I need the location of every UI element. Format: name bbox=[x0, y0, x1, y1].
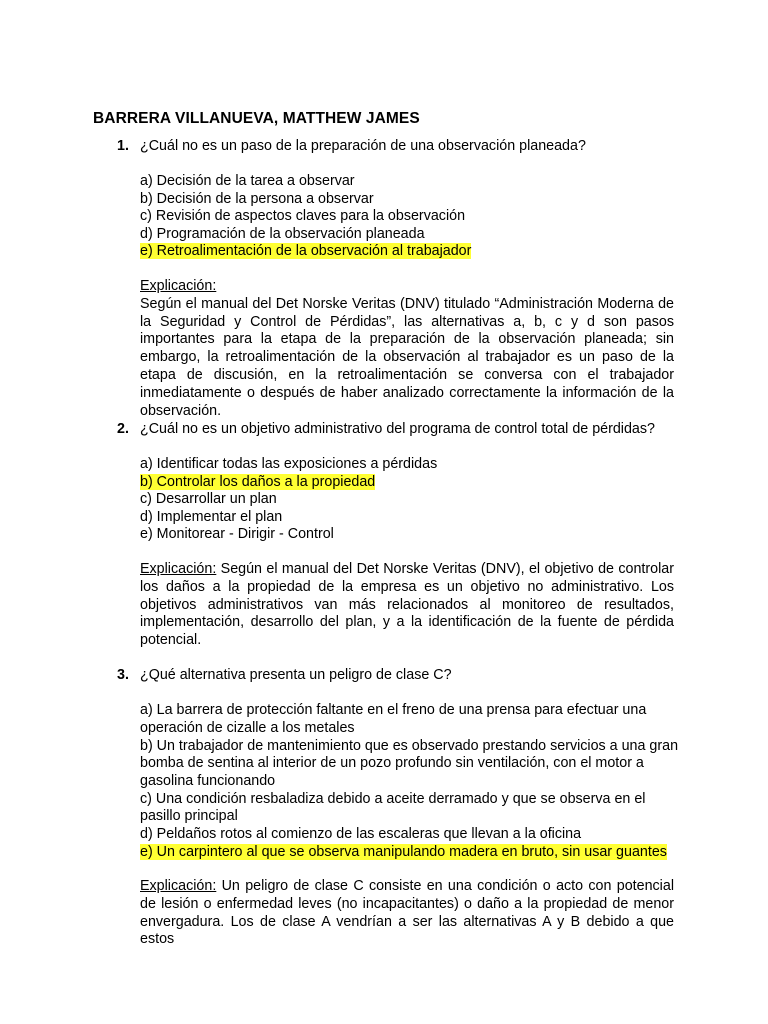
question-1-number: 1. bbox=[117, 138, 129, 154]
question-1-text: ¿Cuál no es un paso de la preparación de una observación planeada? bbox=[140, 138, 586, 154]
question-2-option-e: e) Monitorear - Dirigir - Control bbox=[140, 526, 334, 542]
question-3-option-e-correct bbox=[140, 844, 667, 862]
question-2-option-a: a) Identificar todas las exposiciones a pérdidas bbox=[140, 456, 438, 472]
question-1-option-c: c) Revisión de aspectos claves para la observación bbox=[140, 208, 466, 224]
question-3-text: ¿Qué alternativa presenta un peligro de clase C? bbox=[140, 667, 452, 683]
student-name: BARRERA VILLANUEVA, MATTHEW JAMES bbox=[93, 110, 420, 127]
question-2-text: ¿Cuál no es un objetivo administrativo del programa de control total de pérdidas? bbox=[140, 421, 655, 437]
question-1-option-d: d) Programación de la observación planeada bbox=[140, 225, 425, 242]
question-2-explanation bbox=[140, 561, 674, 650]
question-1-option-e-correct bbox=[140, 243, 471, 261]
question-2-option-d: d) Implementar el plan bbox=[140, 508, 283, 525]
question-3-explanation bbox=[140, 878, 674, 949]
question-3-option-b: b) Un trabajador de mantenimiento que es observado prestando servicios a una gran bomba de sentina al interior de un pozo profundo sin ventilación, con el motor a gasolina funcionando bbox=[140, 737, 679, 789]
explanation-label: Explicación: bbox=[140, 561, 217, 577]
question-1-option-a: a) Decisión de la tarea a observar bbox=[140, 173, 355, 189]
question-3-option-c: c) Una condición resbaladiza debido a aceite derramado y que se observa en el pasillo principal bbox=[140, 790, 646, 824]
question-3-option-a: a) La barrera de protección faltante en el freno de una prensa para efectuar una operación de cizalle a los metales bbox=[140, 702, 647, 736]
explanation-label: Explicación: bbox=[140, 878, 217, 894]
question-3-number: 3. bbox=[117, 667, 129, 683]
question-3-option-d: d) Peldaños rotos al comienzo de las escaleras que llevan a la oficina bbox=[140, 826, 582, 842]
question-2-option-b-correct bbox=[140, 474, 375, 492]
question-1-option-b: b) Decisión de la persona a observar bbox=[140, 190, 374, 207]
explanation-text: Según el manual del Det Norske Veritas (DNV) titulado “Administración Moderna de la Seguridad y Control de Pérdidas”, las alternativas a, b, c y d son pasos importantes para la etapa de la preparación de la observación planeada; sin embargo, la retroalimentación de la observación al trabajador es un paso de la etapa de discusión, en la retroalimentación se conversa con el trabajador inmediatamente o después de haber analizado correctamente la información de la observación. bbox=[140, 295, 674, 419]
answer-highlight: e) Un carpintero al que se observa manipulando madera en bruto, sin usar guantes bbox=[140, 843, 667, 860]
explanation-text: Un peligro de clase C consiste en una condición o acto con potencial de lesión o enfermedad leves (no incapacitantes) o daño a la propiedad de menor envergadura. Los de clase A vendrían a ser las alternativas A y B debido a que estos bbox=[140, 878, 674, 948]
question-2-option-c: c) Desarrollar un plan bbox=[140, 491, 277, 507]
question-1-explanation bbox=[140, 278, 674, 420]
explanation-label: Explicación: bbox=[140, 278, 217, 294]
question-2-number: 2. bbox=[117, 421, 129, 437]
answer-highlight: b) Controlar los daños a la propiedad bbox=[140, 473, 376, 490]
explanation-text: Según el manual del Det Norske Veritas (DNV), el objetivo de controlar los daños a la propiedad de la empresa es un objetivo no administrativo. Los objetivos administrativos van más relacionados al monitoreo de resultados, implementación, desarrollo del plan, y a la identificación de la fuente de pérdida potencial. bbox=[140, 561, 674, 649]
answer-highlight: e) Retroalimentación de la observación al trabajador bbox=[140, 243, 472, 259]
